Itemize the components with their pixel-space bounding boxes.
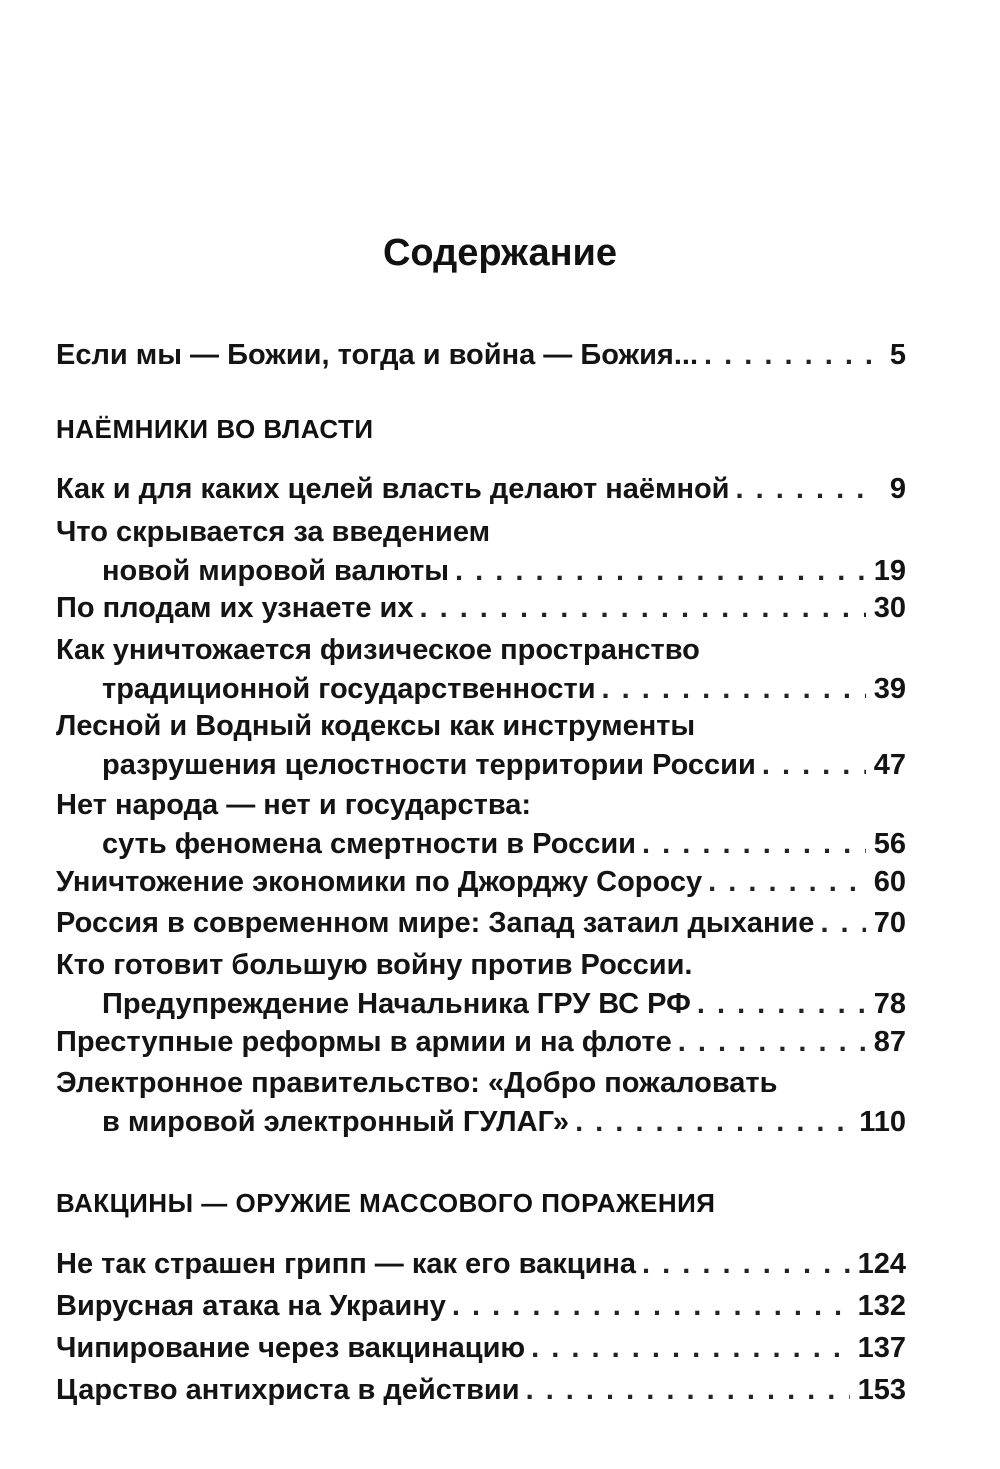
toc-entry-text: По плодам их узнаете их xyxy=(56,592,414,624)
toc-entry[interactable] xyxy=(56,1329,906,1368)
leader-dots xyxy=(697,985,866,1024)
toc-page-number: 47 xyxy=(873,749,906,781)
leader-dots xyxy=(452,1287,850,1326)
toc-entry-text: Электронное правительство: «Добро пожаловать xyxy=(56,1067,778,1099)
leader-dots xyxy=(642,1245,850,1284)
toc-entry[interactable] xyxy=(56,946,906,1024)
leader-dots xyxy=(678,1023,866,1062)
toc-entry-text: Лесной и Водный кодексы как инструменты xyxy=(56,710,696,742)
toc-entry-text-cont: в мировой электронный ГУЛАГ» xyxy=(102,1106,570,1138)
toc-entry[interactable] xyxy=(56,1064,906,1142)
toc-entry[interactable] xyxy=(56,904,906,943)
toc-entry[interactable] xyxy=(56,1287,906,1326)
leader-dots xyxy=(820,904,865,943)
toc-page-number: 60 xyxy=(873,866,906,898)
toc-entry[interactable] xyxy=(56,513,906,591)
leader-dots xyxy=(526,1371,850,1410)
toc-entry-text: Как уничтожается физическое пространство xyxy=(56,634,700,666)
leader-dots xyxy=(575,1103,851,1142)
leader-dots xyxy=(602,670,866,709)
toc-entry[interactable] xyxy=(56,589,906,628)
toc-entry-text: Чипирование через вакцинацию xyxy=(56,1332,526,1364)
toc-entry-text: Кто готовит большую войну против России. xyxy=(56,949,693,981)
toc-page-number: 87 xyxy=(873,1026,906,1058)
toc-entry-text: Как и для каких целей власть делают наёмной xyxy=(56,473,730,505)
toc-entry-text-cont: традиционной государственности xyxy=(102,673,596,705)
toc-page-number: 56 xyxy=(873,828,906,860)
toc-page-number: 9 xyxy=(889,473,906,505)
leader-dots xyxy=(704,336,878,375)
toc-page-number: 5 xyxy=(889,339,906,371)
toc-page-number: 39 xyxy=(873,673,906,705)
leader-dots xyxy=(419,589,865,628)
toc-page-number: 124 xyxy=(857,1248,906,1280)
toc-entry-text-cont: суть феномена смертности в России xyxy=(102,828,637,860)
toc-entry[interactable] xyxy=(56,863,906,902)
leader-dots xyxy=(708,863,866,902)
toc-entry[interactable] xyxy=(56,786,906,864)
toc-entry[interactable] xyxy=(56,470,906,509)
leader-dots xyxy=(642,825,866,864)
toc-page-number: 132 xyxy=(857,1290,906,1322)
leader-dots xyxy=(531,1329,849,1368)
toc-page-number: 30 xyxy=(873,592,906,624)
toc-entry-text: Россия в современном мире: Запад затаил дыхание xyxy=(56,907,815,939)
toc-entry-intro[interactable] xyxy=(56,336,906,375)
toc-entry-text: Преступные реформы в армии и на флоте xyxy=(56,1026,672,1058)
toc-entry[interactable] xyxy=(56,1245,906,1284)
toc-entry-text: Если мы — Божии, тогда и война — Божия... xyxy=(56,339,699,371)
toc-entry-text: Что скрывается за введением xyxy=(56,516,491,548)
toc-entry-text: Не так страшен грипп — как его вакцина xyxy=(56,1248,637,1280)
toc-entry-text: Нет народа — нет и государства: xyxy=(56,789,532,821)
toc-entry[interactable] xyxy=(56,1371,906,1410)
page-title: Содержание xyxy=(382,232,618,274)
leader-dots xyxy=(736,470,878,509)
toc-page-number: 110 xyxy=(859,1106,906,1138)
leader-dots xyxy=(455,552,866,591)
toc-page-number: 70 xyxy=(873,907,906,939)
toc-entry-text-cont: разрушения целостности территории России xyxy=(102,749,756,781)
toc-page-number: 153 xyxy=(857,1374,906,1406)
toc-entry[interactable] xyxy=(56,1023,906,1062)
toc-page-number: 78 xyxy=(873,988,906,1020)
leader-dots xyxy=(762,746,866,785)
toc-entry[interactable] xyxy=(56,631,906,709)
toc-page-number: 19 xyxy=(873,555,906,587)
section-heading-vaccines: ВАКЦИНЫ — ОРУЖИЕ МАССОВОГО ПОРАЖЕНИЯ xyxy=(56,1188,716,1218)
toc-entry-text-cont: Предупреждение Начальника ГРУ ВС РФ xyxy=(102,988,691,1020)
toc-entry[interactable] xyxy=(56,707,906,785)
toc-entry-text: Вирусная атака на Украину xyxy=(56,1290,446,1322)
toc-entry-text: Царство антихриста в действии xyxy=(56,1374,520,1406)
section-heading-mercenaries: НАЁМНИКИ ВО ВЛАСТИ xyxy=(56,414,374,444)
toc-entry-text: Уничтожение экономики по Джорджу Соросу xyxy=(56,866,703,898)
toc-entry-text-cont: новой мировой валюты xyxy=(102,555,450,587)
toc-page-number: 137 xyxy=(857,1332,906,1364)
